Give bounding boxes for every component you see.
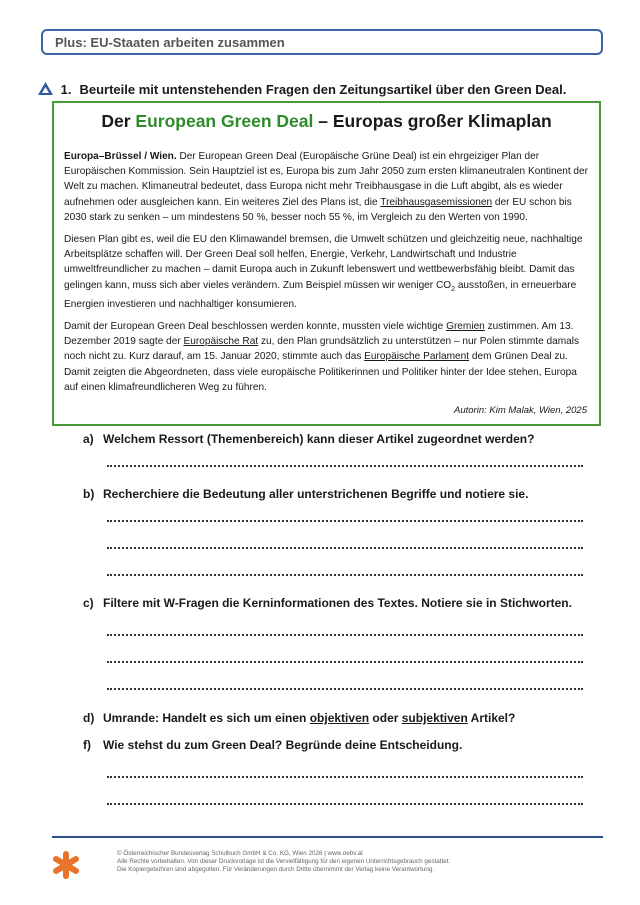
article-box bbox=[52, 101, 601, 426]
answer-line[interactable] bbox=[107, 688, 583, 690]
publisher-logo-icon bbox=[52, 850, 80, 880]
underlined-term: Europäische Parlament bbox=[364, 351, 470, 363]
article-title: Der European Green Deal – Europas großer Klimaplan bbox=[101, 111, 552, 131]
article-title-highlight: European Green Deal bbox=[135, 111, 314, 131]
answer-line[interactable] bbox=[107, 520, 583, 522]
task-1 bbox=[38, 82, 566, 97]
question-a: a) Welchem Ressort (Themenbereich) kann dieser Artikel zugeordnet werden? bbox=[83, 432, 535, 446]
task-text: Beurteile mit untenstehenden Fragen den Zeitungsartikel über den Green Deal. bbox=[79, 82, 567, 97]
answer-line[interactable] bbox=[107, 776, 583, 778]
question-d: d) Umrande: Handelt es sich um einen objektiven oder subjektiven Artikel? bbox=[83, 711, 516, 725]
question-f: f) Wie stehst du zum Green Deal? Begründe deine Entscheidung. bbox=[83, 738, 463, 752]
article-paragraph-3: Damit der European Green Deal beschlossen werden konnte, mussten viele wichtige Gremien zustimmen. Am 13. Dezember 2019 sagte der Europäische Rat zu, den Plan grundsätzlich zu unterstützen – nur Polen stimmte damals noch nicht zu. Kurz darauf, am 15. Januar 2020, stimmte auch das Europäische Parlament dem Grünen Deal zu. Damit zeigten die Abgeordneten, dass viele europäische Politikerinnen und Politiker hinter der Idee stehen, Europa auf einen klimafreundlicheren Weg zu führen. bbox=[64, 321, 580, 393]
answer-line[interactable] bbox=[107, 574, 583, 576]
option-objective[interactable]: objektiven bbox=[309, 711, 370, 725]
answer-line[interactable] bbox=[107, 547, 583, 549]
task-number: 1. bbox=[60, 82, 72, 97]
answer-line[interactable] bbox=[107, 634, 583, 636]
question-b: b) Recherchiere die Bedeutung aller unterstrichenen Begriffe und notiere sie. bbox=[83, 487, 529, 501]
footer-copyright: © Österreichischer Bundesverlag Schulbuch GmbH & Co. KG, Wien 2026 | www.oebv.at Alle Rechte vorbehalten. Von dieser Druckvorlage ist die Vervielfältigung für den eigenen Unterrichtsgebrauch gestattet. Die Kopiergebühren sind abgegolten. Für Veränderungen durch Dritte übernimmt der Verlag keine Verantwortung. bbox=[117, 850, 451, 874]
page-header-title: Plus: EU-Staaten arbeiten zusammen bbox=[55, 35, 285, 50]
answer-line[interactable] bbox=[107, 465, 583, 467]
underlined-term: Treibhausgasemissionen bbox=[380, 196, 493, 208]
footer-divider bbox=[52, 836, 603, 838]
option-subjective[interactable]: subjektiven bbox=[401, 711, 468, 725]
article-paragraph-1: Europa–Brüssel / Wien. Der European Green Deal (Europäische Grüne Deal) ist ein ehrgeiziger Plan der Europäischen Kommission. Sein Hauptziel ist es, Europa bis zum Jahr 2050 zum ersten klimaneutralen Kontinent der Welt zu machen. Klimaneutral bedeutet, dass Europa nicht mehr Treibhausgase in die Luft abgibt, als es wieder aufnehmen oder ausgleichen kann. Ein weiteres Ziel des Plans ist, die Treibhausgasemissionen der EU schon bis 2030 stark zu senken – um mindestens 50 %, besser noch 55 %, im Vergleich zu den Werten von 1990. bbox=[64, 151, 589, 223]
header-box bbox=[41, 29, 603, 55]
article-dateline: Europa–Brüssel / Wien. bbox=[64, 151, 177, 162]
difficulty-triangle-icon bbox=[38, 82, 53, 95]
question-c: c) Filtere mit W-Fragen die Kerninformationen des Textes. Notiere sie in Stichworten. bbox=[83, 596, 572, 610]
underlined-term: Europäische Rat bbox=[183, 336, 259, 348]
article-paragraph-2: Diesen Plan gibt es, weil die EU den Klimawandel bremsen, die Umwelt schützen und gleichzeitig neue, nachhaltige Arbeitsplätze schaffen will. Der Green Deal soll helfen, Energie, Verkehr, Landwirtschaft und Industrie umweltfreundlicher zu machen – damit Europa auch in Zukunft lebenswert und wettbewerbsfähig bleibt. Damit das gelingen kann, muss sich aber vieles verändern. Zum Beispiel müssen wir weniger $CO_2$ ausstoßen, in erneuerbare Energien investieren und nachhaltiger konsumieren. bbox=[64, 234, 583, 310]
answer-line[interactable] bbox=[107, 661, 583, 663]
underlined-term: Gremien bbox=[446, 321, 485, 333]
answer-line[interactable] bbox=[107, 803, 583, 805]
article-author: Autorin: Kim Malak, Wien, 2025 bbox=[454, 405, 587, 416]
